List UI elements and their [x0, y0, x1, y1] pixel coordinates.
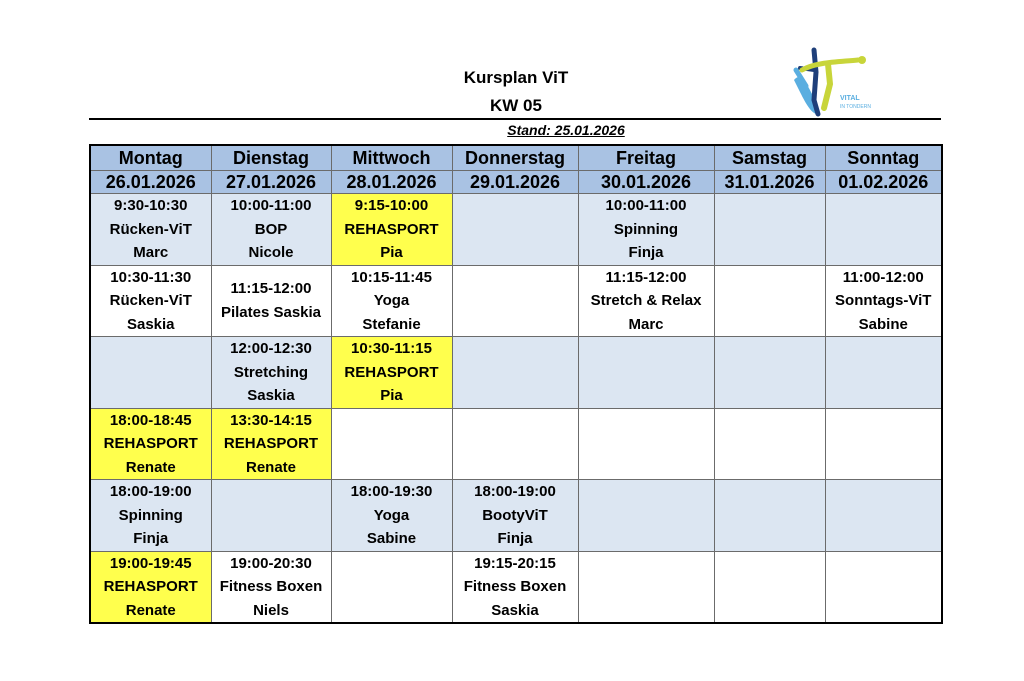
empty-cell	[825, 337, 942, 409]
schedule-row	[90, 480, 942, 552]
logo-text-vital: VITAL	[840, 95, 860, 102]
course-trainer: Marc	[628, 315, 664, 333]
course-time: 11:15-12:00	[605, 268, 687, 286]
course-cell	[578, 265, 714, 337]
course-trainer: Stefanie	[362, 315, 421, 333]
course-name: REHASPORT	[223, 435, 319, 452]
course-trainer: Saskia	[491, 601, 539, 619]
course-trainer: Saskia	[247, 387, 295, 404]
course-trainer: Nicole	[248, 244, 294, 261]
course-cell	[211, 194, 331, 266]
course-cell	[211, 551, 331, 623]
empty-cell	[578, 337, 714, 409]
date-header-freitag: 30.01.2026	[578, 171, 714, 194]
schedule-row	[90, 194, 942, 266]
empty-cell	[452, 194, 578, 266]
course-trainer: Renate	[125, 458, 176, 476]
empty-cell	[825, 480, 942, 552]
empty-cell	[714, 194, 825, 266]
course-cell	[90, 194, 211, 266]
course-time: 18:00-19:30	[350, 483, 433, 500]
course-cell	[331, 480, 452, 552]
course-cell	[331, 194, 452, 266]
course-cell	[452, 551, 578, 623]
course-cell	[211, 337, 331, 409]
day-header-freitag: Freitag	[578, 145, 714, 171]
course-time: 10:15-11:45	[351, 268, 432, 286]
schedule-row	[90, 337, 942, 409]
empty-cell	[578, 551, 714, 623]
empty-cell	[578, 480, 714, 552]
empty-cell	[452, 337, 578, 409]
logo-text-subtitle: IN TONDERN	[840, 104, 871, 110]
course-trainer: Finja	[628, 244, 664, 261]
course-trainer: Marc	[133, 244, 169, 261]
date-header-donnerstag: 29.01.2026	[452, 171, 578, 194]
empty-cell	[578, 408, 714, 480]
course-name-trainer: Pilates Saskia	[220, 303, 322, 321]
course-cell	[90, 265, 211, 337]
course-cell	[90, 408, 211, 480]
empty-cell	[331, 551, 452, 623]
course-name: Stretch & Relax	[590, 292, 702, 309]
course-trainer: Niels	[253, 601, 289, 619]
empty-cell	[714, 265, 825, 337]
course-trainer: Renate	[125, 601, 176, 619]
course-name: Yoga	[373, 292, 410, 309]
course-name: REHASPORT	[344, 220, 439, 238]
empty-cell	[825, 408, 942, 480]
course-time: 18:00-19:00	[474, 483, 556, 500]
course-time: 9:30-10:30	[114, 197, 188, 214]
day-header-mittwoch: Mittwoch	[331, 145, 452, 171]
course-name: BootyViT	[482, 506, 548, 524]
day-header-montag: Montag	[90, 145, 211, 171]
course-name: Rücken-ViT	[109, 292, 192, 309]
course-cell	[452, 480, 578, 552]
course-cell	[211, 408, 331, 480]
course-name: Rücken-ViT	[109, 220, 192, 238]
course-trainer: Renate	[245, 458, 297, 476]
course-time: 19:15-20:15	[474, 554, 556, 572]
empty-cell	[90, 337, 211, 409]
course-name: Fitness Boxen	[219, 578, 323, 595]
day-header-samstag: Samstag	[714, 145, 825, 171]
day-header-donnerstag: Donnerstag	[452, 145, 578, 171]
course-name: Spinning	[118, 506, 183, 524]
course-trainer: Pia	[380, 244, 403, 261]
empty-cell	[825, 551, 942, 623]
course-time: 10:00-11:00	[230, 197, 312, 214]
course-time: 11:00-12:00	[842, 268, 924, 286]
course-cell	[90, 480, 211, 552]
course-time: 13:30-14:15	[230, 411, 312, 429]
course-name: REHASPORT	[103, 578, 198, 595]
schedule-row	[90, 408, 942, 480]
page-title: Kursplan ViT	[463, 68, 569, 87]
course-name: Stretching	[233, 363, 309, 381]
empty-cell	[714, 480, 825, 552]
schedule-row	[90, 551, 942, 623]
course-time: 10:30-11:15	[351, 340, 432, 357]
course-cell	[578, 194, 714, 266]
date-header-mittwoch: 28.01.2026	[331, 171, 452, 194]
date-header-dienstag: 27.01.2026	[211, 171, 331, 194]
course-time: 11:15-12:00	[230, 280, 312, 298]
empty-cell	[452, 408, 578, 480]
empty-cell	[331, 408, 452, 480]
course-cell	[825, 265, 942, 337]
course-time: 18:00-19:00	[109, 483, 192, 500]
schedule-row	[90, 265, 942, 337]
course-cell	[331, 265, 452, 337]
course-name: Sonntags-ViT	[835, 292, 932, 309]
course-time: 19:00-20:30	[230, 554, 312, 572]
empty-cell	[452, 265, 578, 337]
course-time: 10:30-11:30	[110, 268, 192, 286]
course-name: Yoga	[373, 506, 410, 524]
empty-cell	[825, 194, 942, 266]
course-time: 19:00-19:45	[109, 554, 192, 572]
vital-logo	[786, 42, 896, 122]
empty-cell	[211, 480, 331, 552]
date-header-samstag: 31.01.2026	[714, 171, 825, 194]
course-cell	[90, 551, 211, 623]
empty-cell	[714, 337, 825, 409]
course-time: 10:00-11:00	[605, 197, 687, 214]
course-time: 9:15-10:00	[354, 197, 429, 214]
course-trainer: Saskia	[126, 315, 175, 333]
course-schedule-table	[89, 144, 943, 624]
empty-cell	[714, 551, 825, 623]
empty-cell	[714, 408, 825, 480]
date-header-sonntag: 01.02.2026	[825, 171, 942, 194]
course-time: 18:00-18:45	[109, 411, 192, 429]
course-cell	[211, 265, 331, 337]
course-cell	[331, 337, 452, 409]
course-name: Fitness Boxen	[463, 578, 567, 595]
course-trainer: Pia	[380, 387, 403, 404]
day-header-sonntag: Sonntag	[825, 145, 942, 171]
course-trainer: Finja	[133, 530, 169, 547]
course-time: 12:00-12:30	[230, 340, 312, 357]
course-name: REHASPORT	[344, 363, 439, 381]
course-name: REHASPORT	[103, 435, 198, 452]
course-trainer: Sabine	[366, 530, 417, 547]
course-trainer: Sabine	[858, 315, 908, 333]
day-header-dienstag: Dienstag	[211, 145, 331, 171]
course-name: Spinning	[613, 220, 679, 238]
week-label: KW 05	[490, 96, 542, 115]
date-header-montag: 26.01.2026	[90, 171, 211, 194]
stand-date: Stand: 25.01.2026	[507, 122, 625, 138]
course-trainer: Finja	[497, 530, 533, 547]
course-name: BOP	[254, 220, 288, 238]
